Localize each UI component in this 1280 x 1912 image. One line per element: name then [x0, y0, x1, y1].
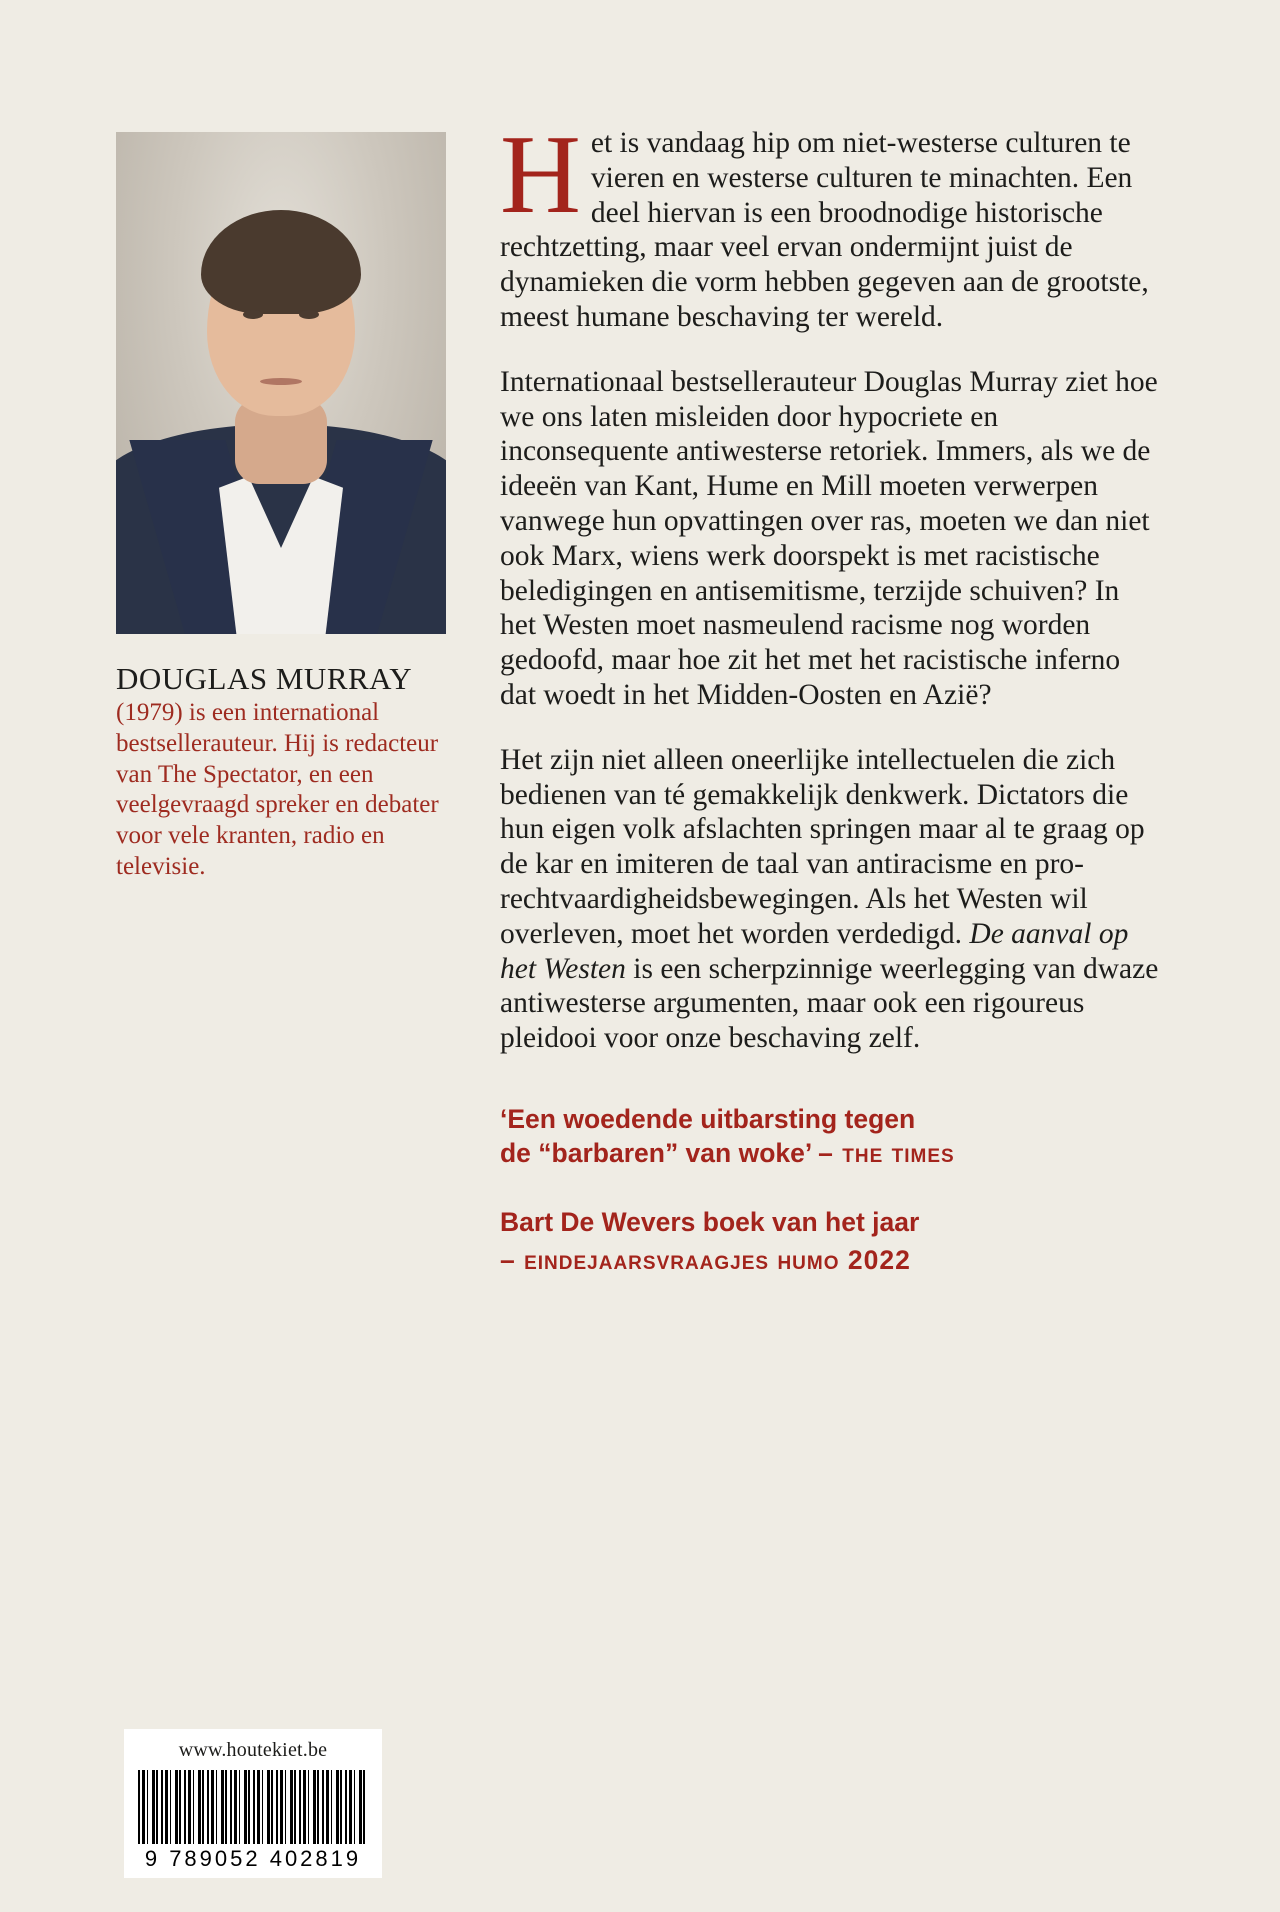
author-bio-text: (1979) is een international bestsellerauteur. Hij is redacteur van The Spectator, en een veelgevraagd spreker en debater voor vele kranten, radio en televisie. — [116, 699, 439, 880]
review-quote-2 — [500, 1205, 1160, 1278]
blurb-paragraph-3-part-a: Het zijn niet alleen oneerlijke intellectuelen die zich bedienen van té gemakkelijk denkwerk. Dictators die hun eigen volk afslachten springen maar al te graag op de kar en imiteren de taal van antiracisme en pro-rechtvaardigheidsbewegingen. Als het Westen wil overleven, moet het worden verdedigd. — [500, 743, 1145, 950]
blurb-paragraph-1-text: et is vandaag hip om niet-westerse culturen te vieren en westerse culturen te minachten. Een deel hiervan is een broodnodige historische rechtzetting, maar veel ervan ondermijnt juist de dynamieken die vorm hebben gegeven aan de grootste, meest humane beschaving ter wereld. — [500, 127, 1149, 333]
blurb-column — [500, 113, 1160, 1278]
author-name: DOUGLAS MURRAY — [116, 661, 413, 696]
portrait-eye-right — [299, 310, 319, 319]
review-quote-1-line-2: de “barbaren” van woke’ — [500, 1138, 811, 1169]
blurb-paragraph-1 — [500, 113, 1160, 335]
author-portrait-photo — [116, 132, 446, 634]
drop-cap-letter: H — [500, 113, 581, 237]
blurb-paragraph-2: Internationaal bestsellerauteur Douglas Murray ziet hoe we ons laten misleiden door hypocriete en inconsequente antiwesterse retoriek. Immers, als we de ideeën van Kant, Hume en Mill moeten verwerpen vanwege hun opvattingen over ras, moeten we dan niet ook Marx, wiens werk doorspekt is met racistische beledigingen en antisemitisme, terzijde schuiven? In het Westen moet nasmeulend racisme nog worden gedoofd, maar hoe zit het met het racistische inferno dat woedt in het Midden-Oosten en Azië? — [500, 365, 1158, 711]
review-quote-2-source: – eindejaarsvraagjes humo 2022 — [500, 1245, 911, 1276]
portrait-eye-left — [243, 310, 263, 319]
blurb-paragraph-3 — [500, 743, 1160, 1056]
book-title-mention: De aanval op het Westen — [500, 917, 1129, 985]
blurb-paragraph-3-part-b: is een scherpzinnige weerlegging van dwaze antiwesterse argumenten, maar ook een rigoureus pleidooi voor onze beschaving zelf. — [500, 952, 1159, 1055]
review-quote-2-line-1: Bart De Wevers boek van het jaar — [500, 1206, 920, 1237]
author-column — [116, 132, 456, 883]
author-bio-block — [116, 660, 446, 883]
barcode-block — [124, 1729, 382, 1878]
publisher-website[interactable]: www.houtekiet.be — [178, 1739, 328, 1761]
review-quote-1 — [500, 1102, 1160, 1171]
review-quote-1-line-1: ‘Een woedende uitbarsting tegen — [500, 1103, 916, 1134]
portrait-mouth — [260, 378, 302, 385]
isbn-number: 9 789052 402819 — [144, 1846, 362, 1871]
barcode-icon — [138, 1770, 368, 1844]
review-quote-1-source: – the times — [818, 1138, 955, 1169]
